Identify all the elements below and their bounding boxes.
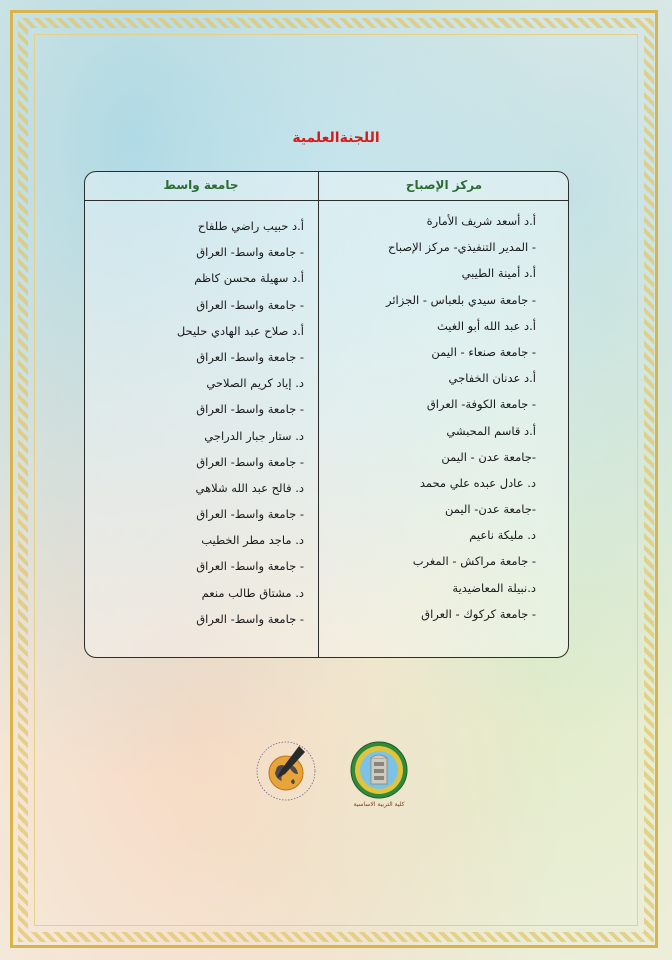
list-item: - جامعة واسط- العراق <box>196 349 304 364</box>
college-building-seal-icon <box>343 738 415 810</box>
list-item: - جامعة واسط- العراق <box>196 507 304 522</box>
college-caption: كلية التربية الاساسية <box>353 801 405 808</box>
list-item: د. ستار جبار الدراجي <box>204 428 304 443</box>
list-item: د. ماجد مطر الخطيب <box>201 533 304 548</box>
list-item: - جامعة واسط- العراق <box>196 402 304 417</box>
list-item: - جامعة واسط- العراق <box>196 611 304 626</box>
list-item: أ.د قاسم المحبشي <box>446 423 536 438</box>
list-item: د. فالح عبد الله شلاهي <box>195 480 304 495</box>
list-item: د. مليكة ناعيم <box>469 528 536 543</box>
list-item: -جامعة عدن- اليمن <box>444 502 536 517</box>
list-item: د. مشتاق طالب منعم <box>201 585 304 600</box>
list-item: - جامعة سيدي بلعباس - الجزائر <box>386 292 536 307</box>
list-item: -جامعة عدن - اليمن <box>441 449 536 464</box>
page-title: اللجنةالعلمية <box>292 130 380 146</box>
list-item: أ.د عدنان الخفاجي <box>448 371 536 386</box>
list-item: - جامعة واسط- العراق <box>196 297 304 312</box>
list-item: أ.د صلاح عبد الهادي حليحل <box>176 323 304 338</box>
committee-table <box>84 171 569 658</box>
column-divider <box>318 172 319 657</box>
list-item: أ.د أسعد شريف الأمارة <box>426 214 536 228</box>
list-item: - جامعة واسط- العراق <box>196 454 304 469</box>
list-item: أ.د حبيب راضي طلفاح <box>197 219 304 233</box>
list-item: - جامعة مراكش - المغرب <box>412 554 536 569</box>
left-column-header: جامعة واسط <box>163 178 239 192</box>
list-item: - المدير التنفيذي- مركز الإصباح <box>387 240 536 255</box>
list-item: د.نبيلة المعاضيدية <box>452 580 536 595</box>
right-column-header: مركز الإصباح <box>405 178 483 192</box>
list-item: أ.د سهيلة محسن كاظم <box>194 271 304 286</box>
list-item: - جامعة صنعاء - اليمن <box>431 344 536 359</box>
list-item: - جامعة واسط- العراق <box>196 559 304 574</box>
list-item: - جامعة كركوك - العراق <box>421 606 536 621</box>
list-item: - جامعة واسط- العراق <box>196 245 304 260</box>
logo-strip <box>0 738 672 818</box>
header-divider <box>85 200 568 201</box>
list-item: د. إياد كريم الصلاحي <box>206 376 304 391</box>
list-item: - جامعة الكوفة- العراق <box>426 397 536 412</box>
right-member-list <box>326 212 536 631</box>
list-item: د. عادل عبده علي محمد <box>419 475 536 490</box>
list-item: أ.د عبد الله أبو الغيث <box>437 318 536 333</box>
left-member-list <box>94 217 304 636</box>
globe-pen-seal-icon <box>255 740 317 802</box>
list-item: أ.د أمينة الطيبي <box>461 266 536 281</box>
